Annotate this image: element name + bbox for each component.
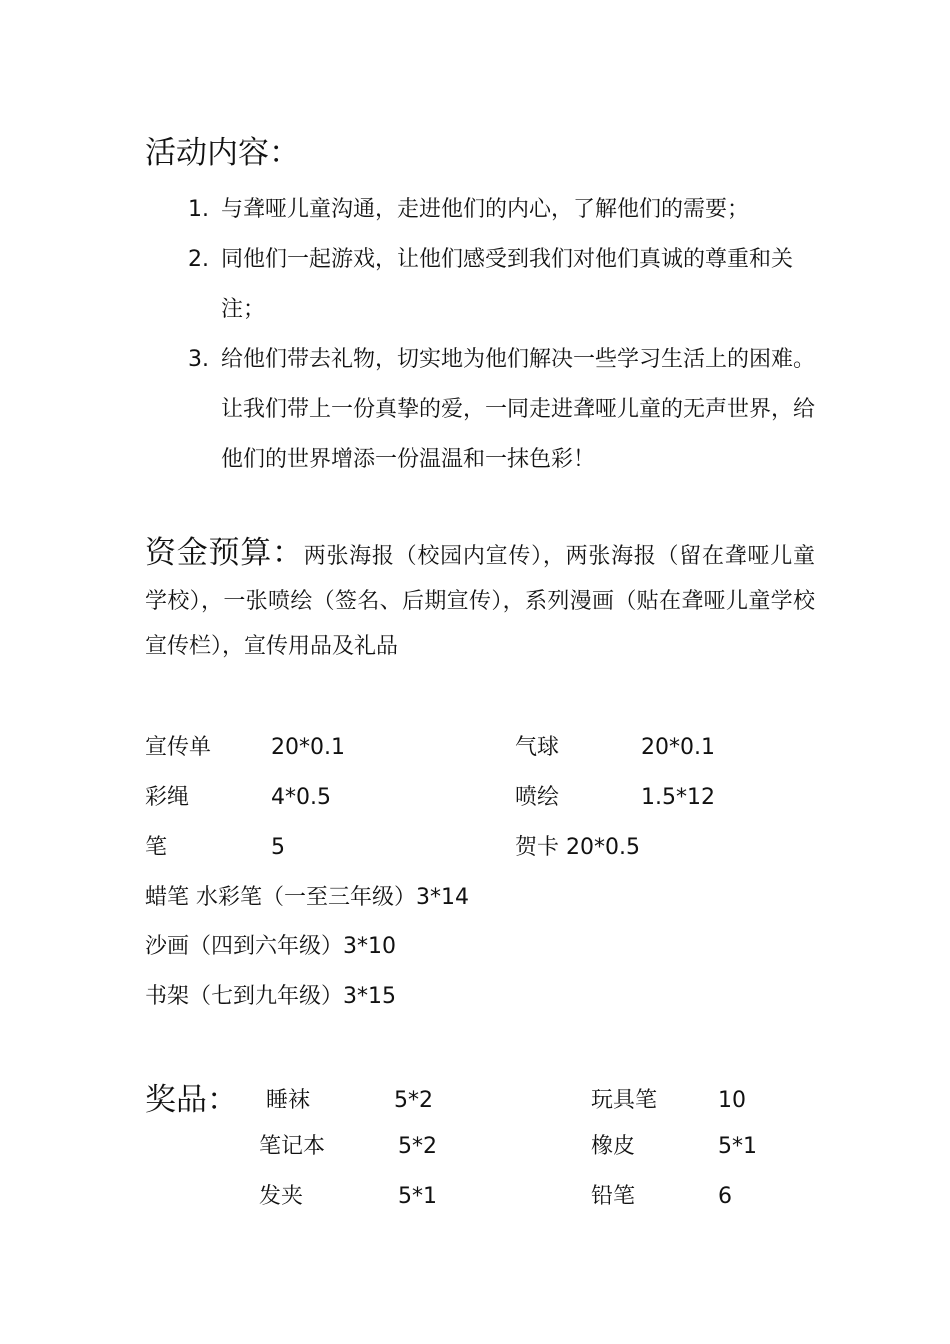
supply-value: 20*0.1 bbox=[271, 735, 345, 760]
prize-value: 5*2 bbox=[398, 1134, 437, 1159]
supply-value: 1.5*12 bbox=[641, 785, 715, 810]
prize-name: 发夹 bbox=[259, 1184, 304, 1209]
supply-line: 沙画（四到六年级）3*10 bbox=[145, 934, 396, 959]
activity-item-text: 给他们带去礼物，切实地为他们解决一些学习生活上的困难。让我们带上一份真挚的爱，一同走进聋哑儿童的无声世界，给他们的世界增添一份温温和一抹色彩！ bbox=[221, 347, 816, 472]
activity-item-text: 同他们一起游戏，让他们感受到我们对他们真诚的尊重和关注； bbox=[221, 247, 794, 322]
budget-text: 两张海报（校园内宣传），两张海报（留在聋哑儿童学校），一张喷绘（签名、后期宣传），系列漫画（贴在聋哑儿童学校宣传栏），宣传用品及礼品 bbox=[145, 544, 815, 659]
supply-name: 彩绳 bbox=[145, 785, 190, 810]
prize-value: 5*1 bbox=[718, 1134, 757, 1159]
activity-item-text: 与聋哑儿童沟通，走进他们的内心，了解他们的需要； bbox=[221, 197, 750, 222]
prize-value: 10 bbox=[718, 1088, 746, 1113]
supply-line: 蜡笔 水彩笔（一至三年级）3*14 bbox=[145, 885, 469, 910]
budget-paragraph bbox=[145, 531, 815, 669]
prize-name: 睡袜 bbox=[266, 1088, 311, 1113]
supply-value: 4*0.5 bbox=[271, 785, 331, 810]
supply-item: 贺卡 20*0.5 bbox=[515, 835, 640, 860]
prize-name: 橡皮 bbox=[591, 1134, 636, 1159]
budget-heading: 资金预算： bbox=[145, 535, 304, 571]
prize-name: 玩具笔 bbox=[591, 1088, 658, 1113]
activity-list bbox=[188, 185, 828, 485]
prize-name: 笔记本 bbox=[259, 1134, 326, 1159]
supply-name: 宣传单 bbox=[145, 735, 212, 760]
supply-line: 书架（七到九年级）3*15 bbox=[145, 984, 396, 1009]
activity-item bbox=[188, 185, 828, 235]
activity-item-number: 1. bbox=[188, 197, 209, 222]
supply-value: 20*0.1 bbox=[641, 735, 715, 760]
prize-value: 5*2 bbox=[394, 1088, 433, 1113]
activity-item bbox=[188, 235, 828, 335]
supply-name: 笔 bbox=[145, 835, 168, 860]
activity-item bbox=[188, 335, 828, 485]
supply-name: 喷绘 bbox=[515, 785, 560, 810]
activity-item-number: 3. bbox=[188, 347, 209, 372]
prize-value: 6 bbox=[718, 1184, 732, 1209]
prize-name: 铅笔 bbox=[591, 1184, 636, 1209]
activity-heading: 活动内容： bbox=[145, 135, 300, 171]
prizes-heading: 奖品： bbox=[145, 1082, 238, 1118]
supply-value: 5 bbox=[271, 835, 285, 860]
prize-value: 5*1 bbox=[398, 1184, 437, 1209]
supply-name: 气球 bbox=[515, 735, 560, 760]
activity-item-number: 2. bbox=[188, 247, 209, 272]
